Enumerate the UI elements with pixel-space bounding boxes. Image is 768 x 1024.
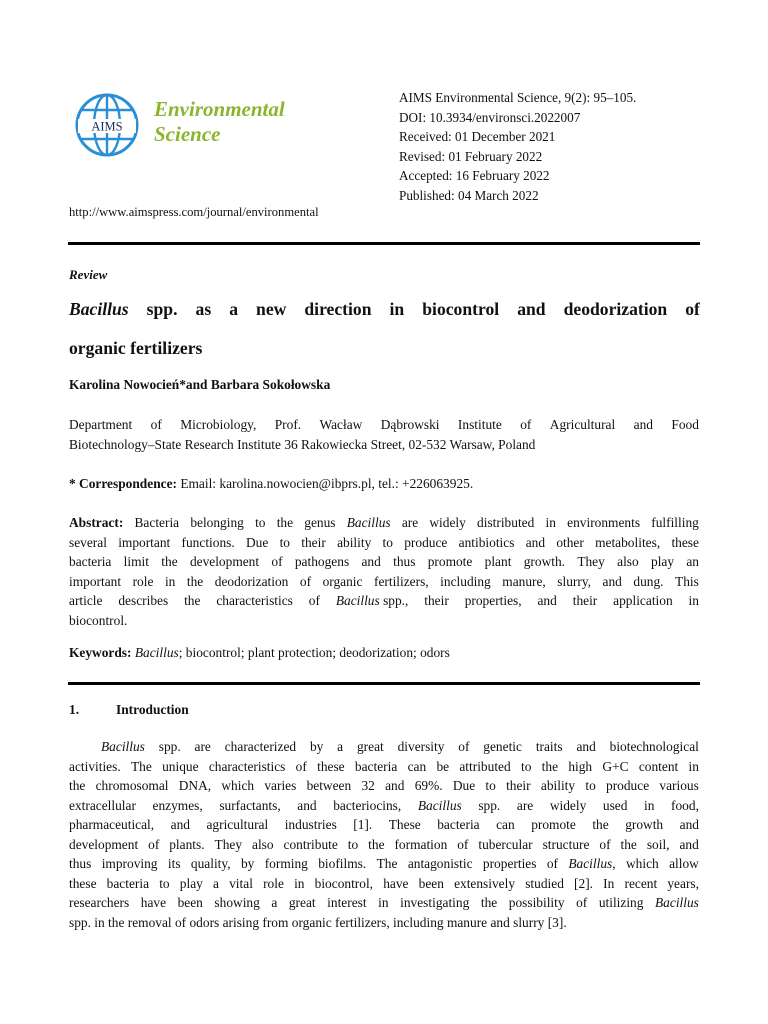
affiliation-line-2: Biotechnology–State Research Institute 36 Rakowiecka Street, 02-532 Warsaw, Poland [69, 436, 536, 452]
correspondence [69, 474, 699, 494]
introduction-paragraph [69, 737, 699, 932]
abstract-line: biocontrol. [69, 612, 128, 628]
body-line: these bacteria to play a vital role in biocontrol, have been extensively studied [2]. In recent years, [69, 875, 699, 891]
abstract-line: several important functions. Due to their ability to produce antibiotics and other metabolites, these [69, 534, 699, 550]
svg-text:AIMS: AIMS [91, 119, 123, 134]
authors: Karolina Nowocień*and Barbara Sokołowska [69, 377, 331, 392]
abstract-divider [68, 682, 700, 685]
body-line: researchers have been showing a great interest in investigating the possibility of utilizing Bacillus [69, 895, 699, 910]
title-line-1: Bacillus spp. as a new direction in biocontrol and deodorization of [69, 299, 700, 319]
keywords-text: ; biocontrol; plant protection; deodorization; odors [178, 645, 450, 660]
article-title [69, 290, 700, 368]
title-genus: Bacillus [69, 299, 129, 319]
journal-logo [72, 92, 302, 160]
body-line: Bacillus spp. are characterized by a great diversity of genetic traits and biotechnological [101, 739, 699, 754]
body-line: the chromosomal DNA, which varies between 32 and 69%. Due to their ability to produce various [69, 778, 699, 793]
keyword-genus: Bacillus [134, 645, 179, 660]
abstract [69, 513, 699, 630]
accepted-date: Accepted: 16 February 2022 [399, 168, 550, 184]
revised-date: Revised: 01 February 2022 [399, 148, 543, 164]
publication-metadata [399, 88, 636, 206]
affiliation-line-1: Department of Microbiology, Prof. Wacław Dąbrowski Institute of Agricultural and Food [69, 417, 699, 432]
title-line-2: organic fertilizers [69, 338, 203, 358]
header-divider [68, 242, 700, 245]
article-type: Review [69, 267, 108, 282]
section-heading [69, 702, 189, 718]
body-line: extracellular enzymes, surfactants, and bacteriocins, Bacillus spp. are widely used in food, [69, 797, 699, 813]
body-line: development of plants. They also contribute to the formation of tubercular structure of the soil, and [69, 836, 699, 852]
keywords [69, 643, 699, 663]
correspondence-text: Email: karolina.nowocien@ibprs.pl, tel.: +226063925. [176, 476, 474, 491]
abstract-line: bacteria limit the development of pathogens and thus promote plant growth. They also play an [69, 554, 699, 569]
correspondence-label: * Correspondence: [69, 476, 177, 491]
body-line: thus improving its quality, by forming biofilms. The antagonistic properties of Bacillus, which allow [69, 856, 699, 871]
abstract-line: Abstract: Bacteria belonging to the genus Bacillus are widely distributed in environments fulfilling [69, 515, 699, 530]
journal-url[interactable]: http://www.aimspress.com/journal/environmental [69, 205, 319, 219]
received-date: Received: 01 December 2021 [399, 129, 556, 145]
journal-name-line1: Environmental [154, 97, 285, 121]
citation: AIMS Environmental Science, 9(2): 95–105. [399, 90, 637, 105]
keywords-label: Keywords: [69, 645, 132, 660]
affiliation [69, 415, 699, 454]
body-line: activities. The unique characteristics of these bacteria can be attributed to the high G+C content in [69, 758, 699, 774]
section-number: 1. [69, 702, 80, 717]
published-date: Published: 04 March 2022 [399, 187, 539, 203]
body-line: spp. in the removal of odors arising from organic fertilizers, including manure and slurry [3]. [69, 914, 567, 930]
globe-logo-icon [72, 92, 142, 158]
body-line: pharmaceutical, and agricultural industries [1]. These bacteria can promote the growth and [69, 817, 699, 832]
abstract-line: important role in the deodorization of organic fertilizers, including manure, slurry, and dung. This [69, 573, 699, 589]
doi: DOI: 10.3934/environsci.2022007 [399, 109, 581, 125]
section-title: Introduction [116, 702, 189, 717]
abstract-line: article describes the characteristics of Bacillus spp., their properties, and their application in [69, 593, 699, 608]
journal-name-line2: Science [154, 122, 221, 146]
